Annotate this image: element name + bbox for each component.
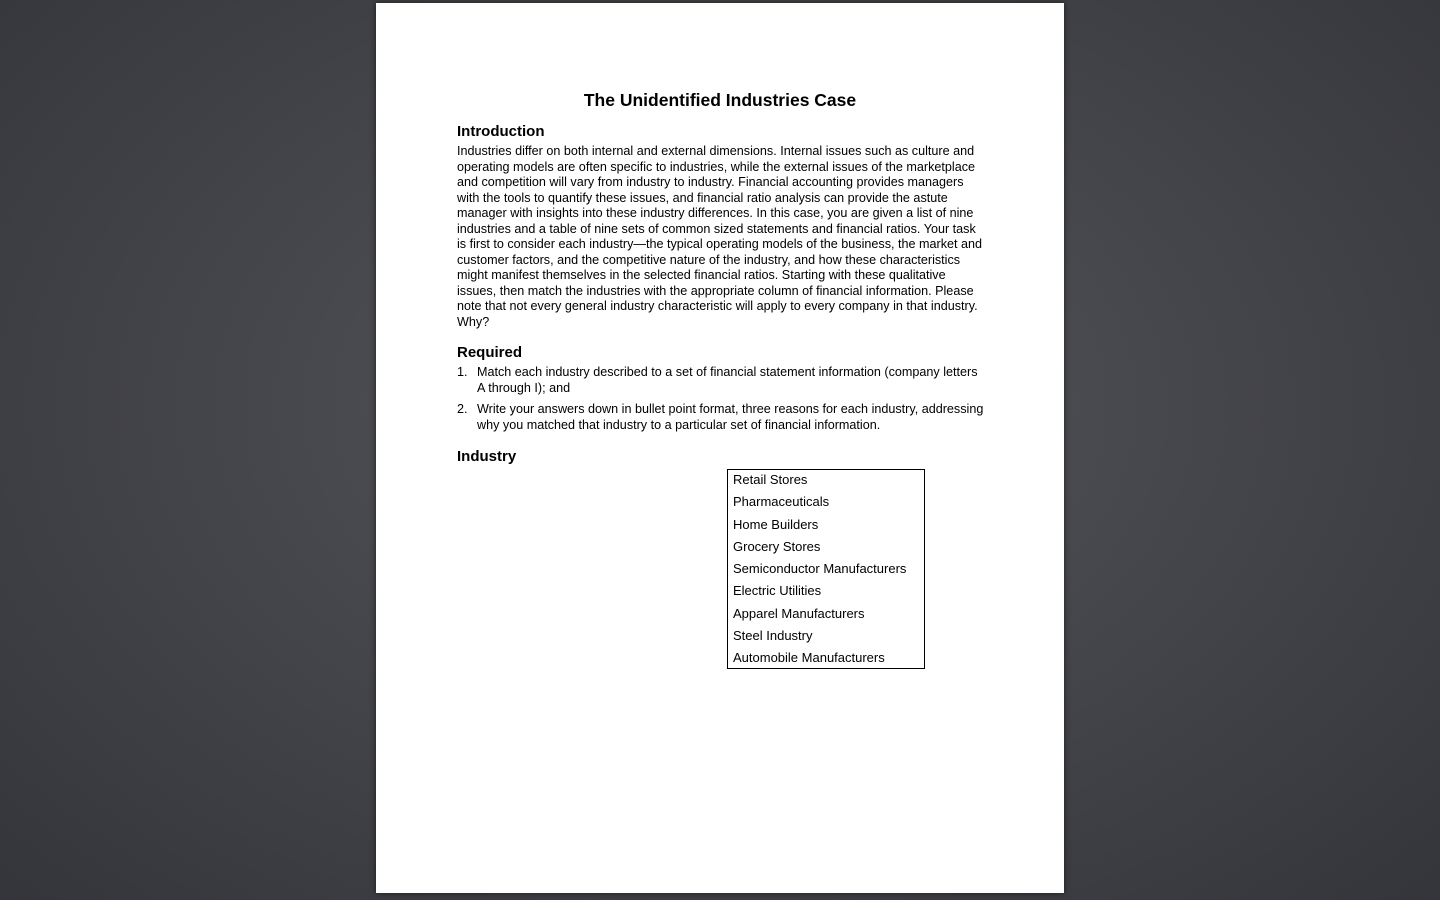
document-page (376, 3, 1064, 893)
required-item (457, 365, 987, 396)
industry-list-item: Retail Stores (733, 472, 808, 487)
industry-list-item: Apparel Manufacturers (733, 605, 865, 621)
industry-list-item: Steel Industry (733, 628, 813, 644)
required-heading: Required (457, 344, 523, 361)
introduction-text: Industries differ on both internal and external dimensions. Internal issues such as culture and operating models are often specific to industries, while the external issues of the marketplace and competition will vary from industry to industry. Financial accounting provides managers with the tools to quantify these issues, and financial ratio analysis can provide the astute manager with insights into these industry differences. In this case, you are given a list of nine industries and a table of nine sets of common sized statements and financial ratios. Your task is first to consider each industry—the typical operating models of the business, the market and customer factors, and the competitive nature of the industry, and how these characteristics might manifest themselves in the selected financial ratios. Starting with these qualitative issues, then match the industries with the appropriate column of financial information. Please note that not every general industry characteristic will apply to every company in that industry. Why? (457, 144, 983, 329)
required-list (457, 365, 987, 439)
document-title: The Unidentified Industries Case (583, 90, 857, 110)
required-item-text: Match each industry described to a set of financial statement information (company letters A through I); and (477, 365, 978, 395)
industry-list-box (727, 469, 925, 669)
introduction-heading: Introduction (457, 123, 545, 140)
required-item-text: Write your answers down in bullet point format, three reasons for each industry, addressing why you matched that industry to a particular set of financial information. (477, 402, 984, 432)
required-item (457, 402, 987, 433)
industry-heading: Industry (457, 448, 517, 465)
required-item-number: 1. (457, 365, 468, 379)
industry-list-item: Semiconductor Manufacturers (733, 561, 907, 577)
industry-list-item: Grocery Stores (733, 538, 821, 554)
industry-list-item: Electric Utilities (733, 583, 822, 599)
industry-list-item: Pharmaceuticals (733, 494, 830, 510)
industry-list-item: Home Builders (733, 516, 819, 532)
industry-list-item: Automobile Manufacturers (733, 650, 885, 666)
required-item-number: 2. (457, 402, 468, 417)
